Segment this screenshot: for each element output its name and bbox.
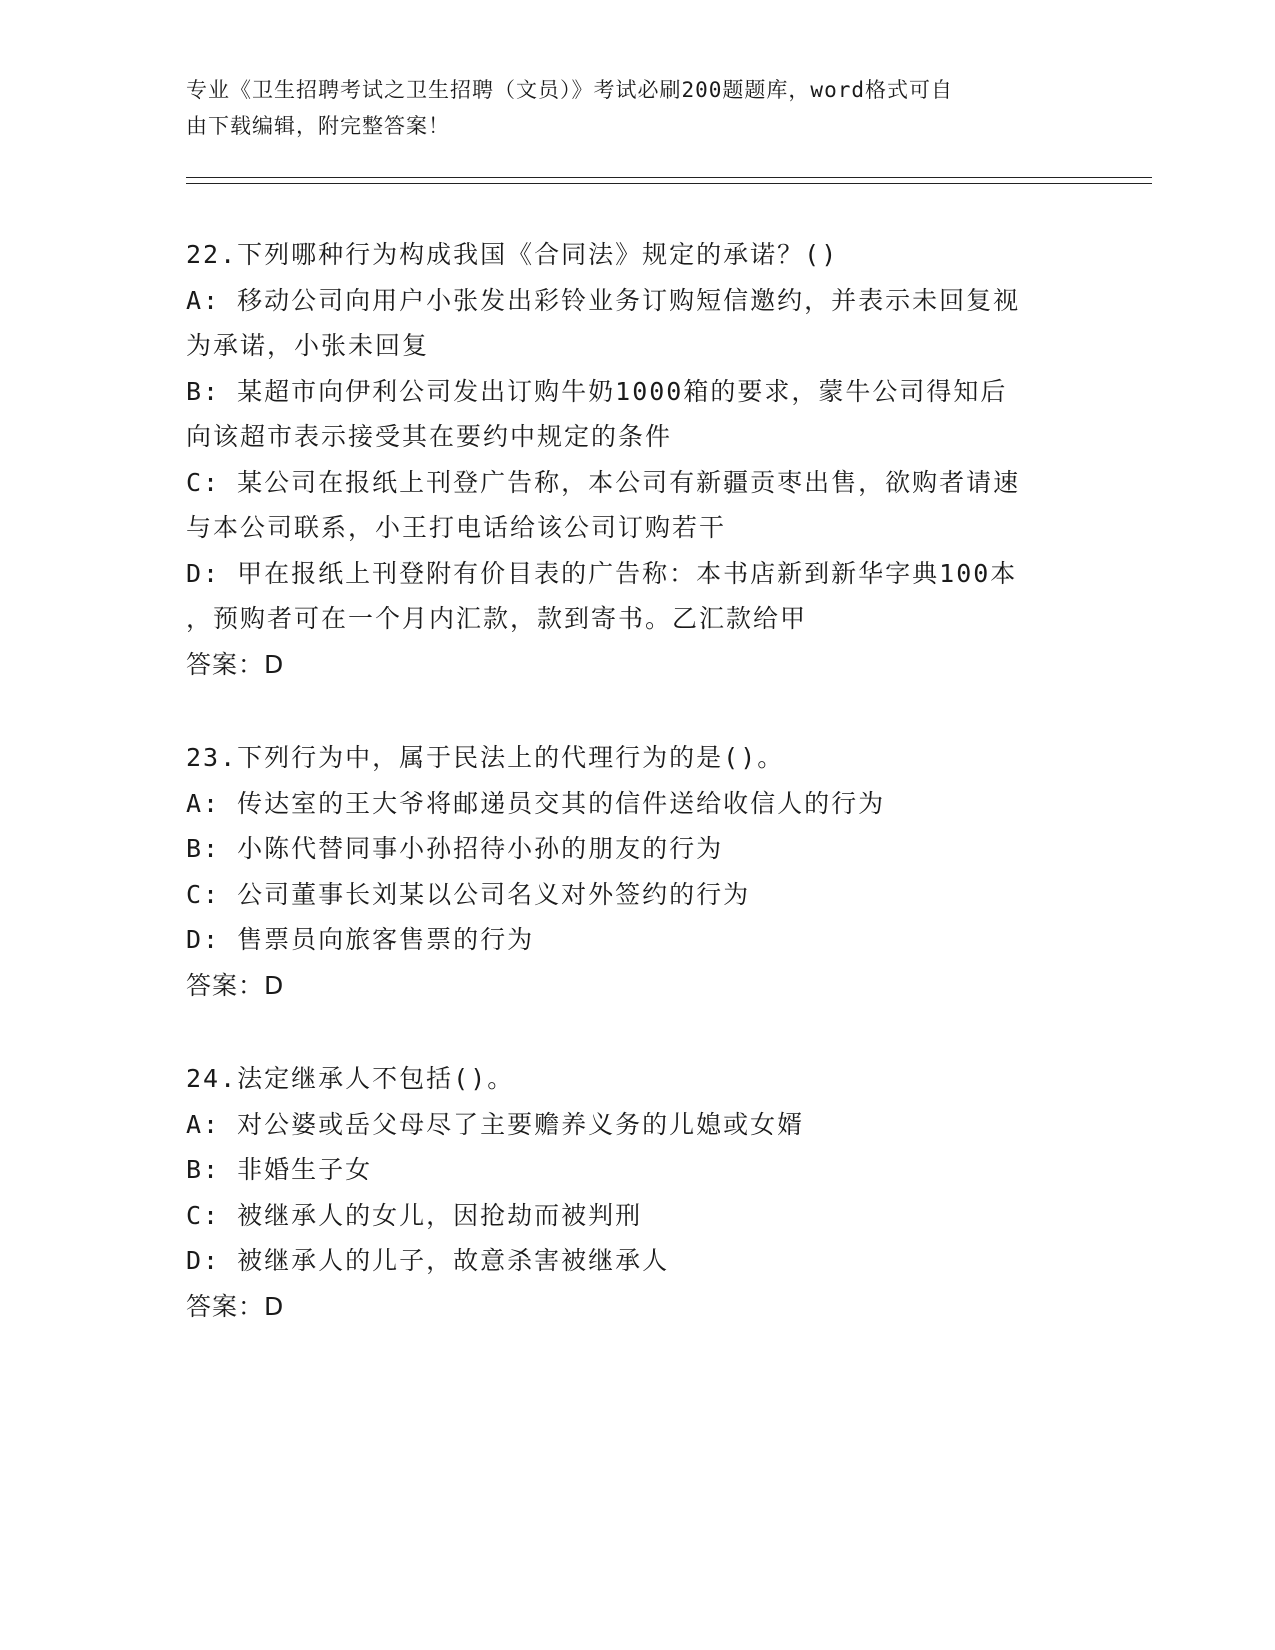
option-d-continued: ，预购者可在一个月内汇款，款到寄书。乙汇款给甲 [186,604,808,633]
header-line: 由下载编辑，附完整答案！ [186,114,450,138]
answer-label: 答案：D [186,649,285,679]
option-b: B: 某超市向伊利公司发出订购牛奶1000箱的要求，蒙牛公司得知后 [186,376,1008,406]
answer-label: 答案：D [186,1291,285,1321]
option-c: C: 被继承人的女儿，因抢劫而被判刑 [186,1200,643,1230]
question-stem: 23.下列行为中，属于民法上的代理行为的是()。 [186,743,785,772]
option-c: C: 公司董事长刘某以公司名义对外签约的行为 [186,879,751,909]
option-a: A: 移动公司向用户小张发出彩铃业务订购短信邀约，并表示未回复视 [186,285,1021,315]
question-22 [186,232,1086,687]
header-line: 专业《卫生招聘考试之卫生招聘（文员）》考试必刷200题题库，word格式可自 [186,78,953,102]
document-header [186,72,1066,144]
question-list [186,232,1086,1377]
option-b: B: 小陈代替同事小孙招待小孙的朋友的行为 [186,834,724,863]
option-d: D: 售票员向旅客售票的行为 [186,925,535,954]
option-b-continued: 向该超市表示接受其在要约中规定的条件 [186,422,673,451]
option-c: C: 某公司在报纸上刊登广告称，本公司有新疆贡枣出售，欲购者请速 [186,467,1021,497]
option-d: D: 被继承人的儿子，故意杀害被继承人 [186,1246,670,1275]
question-23 [186,735,1086,1008]
header-divider-top [186,177,1152,178]
option-d: D: 甲在报纸上刊登附有价目表的广告称：本书店新到新华字典100本 [186,558,1018,588]
option-c-continued: 与本公司联系，小王打电话给该公司订购若干 [186,513,727,542]
option-a-continued: 为承诺，小张未回复 [186,331,430,360]
header-divider-bottom [186,183,1152,184]
question-stem: 24.法定继承人不包括()。 [186,1064,515,1093]
answer-label: 答案：D [186,970,285,1000]
question-24 [186,1056,1086,1329]
question-stem: 22.下列哪种行为构成我国《合同法》规定的承诺？() [186,240,839,269]
option-b: B: 非婚生子女 [186,1155,373,1184]
option-a: A: 对公婆或岳父母尽了主要赡养义务的儿媳或女婿 [186,1109,805,1139]
option-a: A: 传达室的王大爷将邮递员交其的信件送给收信人的行为 [186,788,886,818]
